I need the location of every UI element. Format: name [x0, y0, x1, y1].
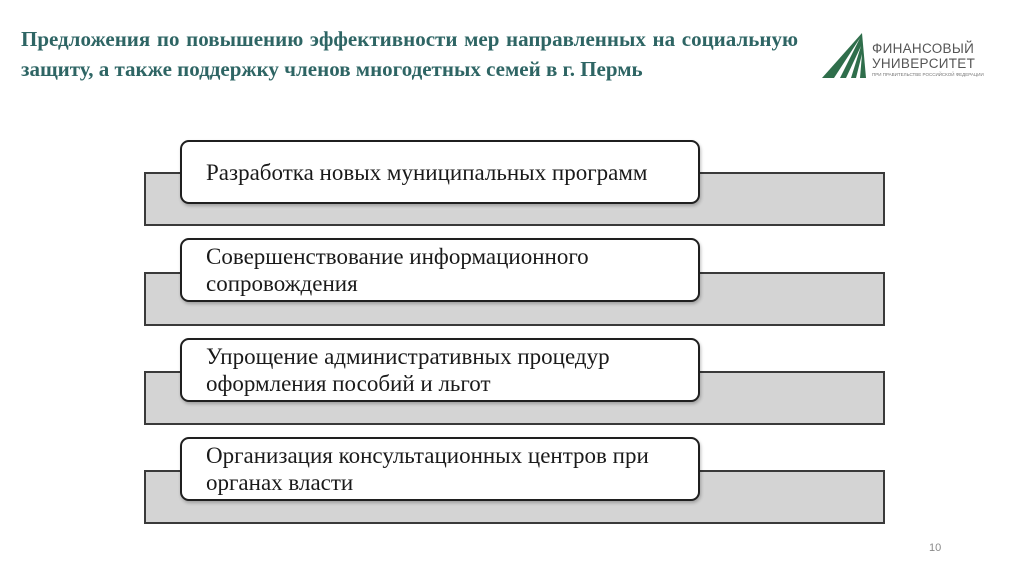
page-number: 10	[929, 542, 942, 554]
logo-text-line1: ФИНАНСОВЫЙ	[872, 41, 975, 56]
proposal-item-text: Разработка новых муниципальных программ	[206, 159, 648, 185]
slide-title: Предложения по повышению эффективности мер направленных на социальную защиту, а также поддержку членов многодетных семей в г. Пермь	[21, 27, 798, 81]
proposal-item-text: Совершенствование информационного сопровождения	[206, 244, 589, 296]
logo-text-line3: ПРИ ПРАВИТЕЛЬСТВЕ РОССИЙСКОЙ ФЕДЕРАЦИИ	[872, 72, 984, 77]
proposal-item-3	[180, 338, 700, 402]
proposal-item-text: Организация консультационных центров при органах власти	[206, 443, 649, 495]
logo-text-line2: УНИВЕРСИТЕТ	[872, 56, 976, 71]
proposal-item-4	[180, 437, 700, 501]
university-logo	[820, 32, 990, 80]
proposal-item-1	[180, 140, 700, 204]
proposal-item-text: Упрощение административных процедур оформления пособий и льгот	[206, 344, 610, 396]
proposal-item-2	[180, 238, 700, 302]
finuniversity-logo-icon	[820, 32, 872, 80]
